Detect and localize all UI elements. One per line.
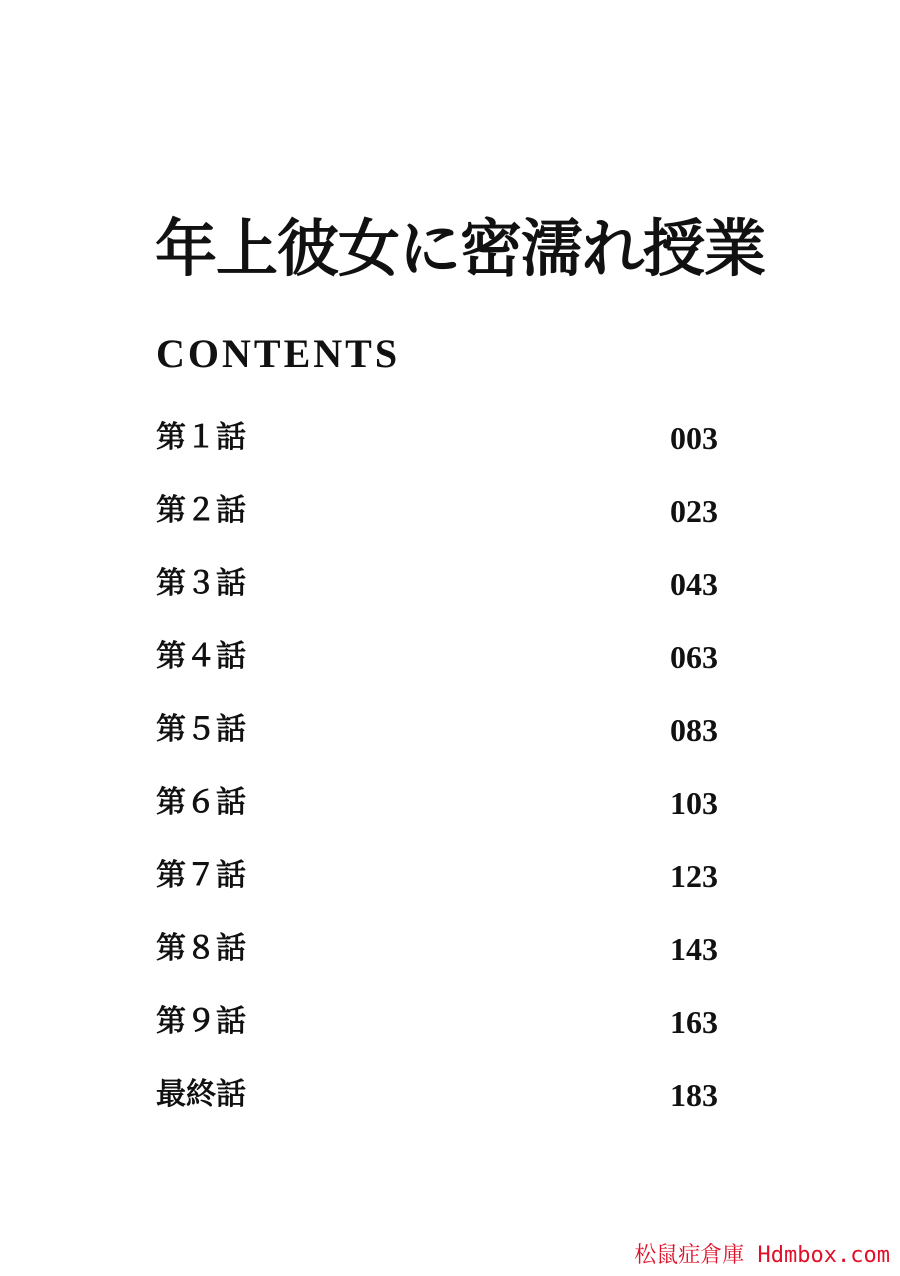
page-number: 123	[670, 858, 718, 894]
page-number: 163	[670, 1004, 718, 1040]
chapter-label: 第６話	[156, 785, 246, 820]
chapter-label: 第７話	[156, 858, 246, 893]
chapter-label: 第３話	[156, 566, 246, 601]
chapter-label: 第９話	[156, 1004, 246, 1039]
toc-entry	[156, 777, 718, 850]
toc-entry	[156, 704, 718, 777]
toc-entry	[156, 1069, 718, 1142]
toc-entry	[156, 923, 718, 996]
page-number: 083	[670, 712, 718, 748]
book-title: 年上彼女に密濡れ授業	[155, 212, 766, 285]
contents-heading: CONTENTS	[156, 331, 401, 376]
page-number: 183	[670, 1077, 718, 1113]
watermark: 松鼠症倉庫 Hdmbox.com	[634, 1243, 890, 1268]
toc-entry	[156, 558, 718, 631]
toc-entry	[156, 850, 718, 923]
page-number: 023	[670, 493, 718, 529]
chapter-label: 第１話	[156, 420, 246, 455]
table-of-contents	[156, 412, 718, 1142]
chapter-label: 第８話	[156, 931, 246, 966]
page-number: 143	[670, 931, 718, 967]
chapter-label: 第５話	[156, 712, 246, 747]
page-number: 103	[670, 785, 718, 821]
toc-entry	[156, 412, 718, 485]
toc-entry	[156, 631, 718, 704]
chapter-label: 第２話	[156, 493, 246, 528]
chapter-label: 第４話	[156, 639, 246, 674]
page-number: 003	[670, 420, 718, 456]
toc-entry	[156, 485, 718, 558]
page-number: 043	[670, 566, 718, 602]
toc-entry	[156, 996, 718, 1069]
page-number: 063	[670, 639, 718, 675]
chapter-label: 最終話	[156, 1077, 246, 1112]
